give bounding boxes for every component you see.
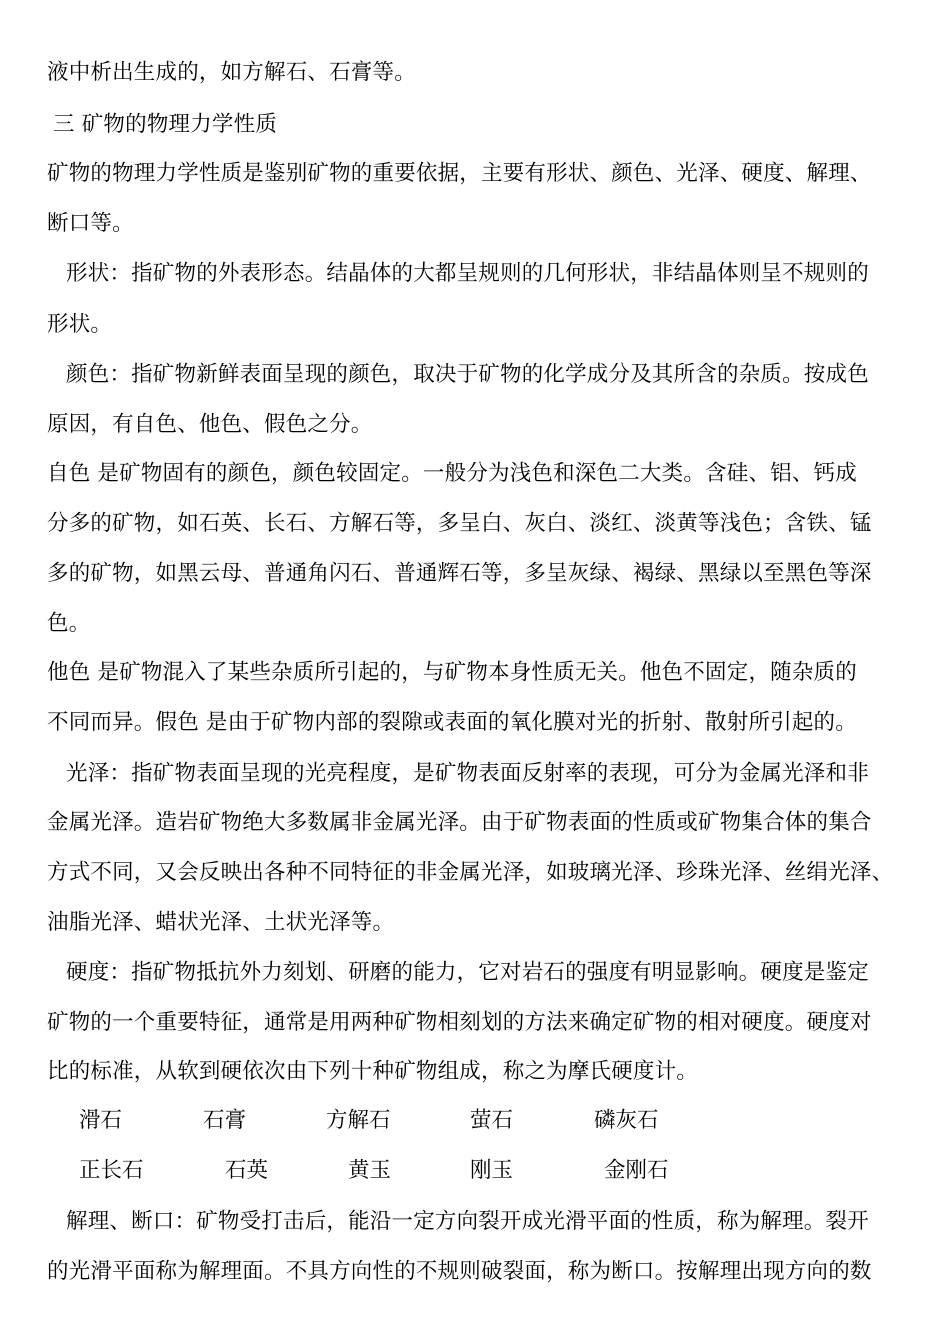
mineral-name: 石膏 [203,1108,247,1133]
paragraph-line: 光泽：指矿物表面呈现的光亮程度，是矿物表面反射率的表现，可分为金属光泽和非 [66,761,869,786]
mineral-name: 石英 [225,1158,269,1183]
paragraph-line: 矿物的一个重要特征，通常是用两种矿物相刻划的方法来确定矿物的相对硬度。硬度对 [47,1010,872,1035]
mineral-name: 黄玉 [348,1158,392,1183]
mineral-name: 刚玉 [470,1158,514,1183]
paragraph-line: 多的矿物，如黑云母、普通角闪石、普通辉石等，多呈灰绿、褐绿、黑绿以至黑色等深 [47,561,872,586]
paragraph-line: 矿物的物理力学性质是鉴别矿物的重要依据，主要有形状、颜色、光泽、硬度、解理、 [47,161,872,186]
paragraph-line: 颜色：指矿物新鲜表面呈现的颜色，取决于矿物的化学成分及其所含的杂质。按成色 [66,362,869,387]
paragraph-line: 断口等。 [47,211,134,236]
mineral-name: 萤石 [470,1108,514,1133]
mineral-name: 正长石 [79,1158,144,1183]
mineral-name: 磷灰石 [594,1108,659,1133]
paragraph-line: 自色 是矿物固有的颜色，颜色较固定。一般分为浅色和深色二大类。含硅、铝、钙成 [47,461,857,486]
paragraph-line: 的光滑平面称为解理面。不具方向性的不规则破裂面，称为断口。按解理出现方向的数 [47,1259,872,1284]
mineral-name: 滑石 [79,1108,123,1133]
paragraph-line: 解理、断口：矿物受打击后，能沿一定方向裂开成光滑平面的性质，称为解理。裂开 [66,1209,869,1234]
paragraph-line: 金属光泽。造岩矿物绝大多数属非金属光泽。由于矿物表面的性质或矿物集合体的集合 [47,810,872,835]
paragraph-line: 色。 [47,611,91,636]
paragraph-line: 比的标准，从软到硬依次由下列十种矿物组成，称之为摩氏硬度计。 [47,1059,699,1084]
mineral-name: 金刚石 [604,1158,669,1183]
paragraph-line: 油脂光泽、蜡状光泽、土状光泽等。 [47,910,395,935]
paragraph-line: 硬度：指矿物抵抗外力刻划、研磨的能力，它对岩石的强度有明显影响。硬度是鉴定 [66,960,869,985]
paragraph-line: 方式不同，又会反映出各种不同特征的非金属光泽，如玻璃光泽、珍珠光泽、丝绢光泽、 [47,860,894,885]
paragraph-line: 分多的矿物，如石英、长石、方解石等，多呈白、灰白、淡红、淡黄等浅色；含铁、锰 [47,511,872,536]
paragraph-line: 他色 是矿物混入了某些杂质所引起的，与矿物本身性质无关。他色不固定，随杂质的 [47,660,857,685]
paragraph-line: 原因，有自色、他色、假色之分。 [47,412,373,437]
section-heading: 三 矿物的物理力学性质 [53,112,278,137]
paragraph-line: 形状：指矿物的外表形态。结晶体的大都呈规则的几何形状，非结晶体则呈不规则的 [66,261,869,286]
paragraph-line: 液中析出生成的，如方解石、石膏等。 [47,60,416,85]
paragraph-line: 不同而异。假色 是由于矿物内部的裂隙或表面的氧化膜对光的折射、散射所引起的。 [47,710,857,735]
paragraph-line: 形状。 [47,312,113,337]
mineral-name: 方解石 [326,1108,391,1133]
